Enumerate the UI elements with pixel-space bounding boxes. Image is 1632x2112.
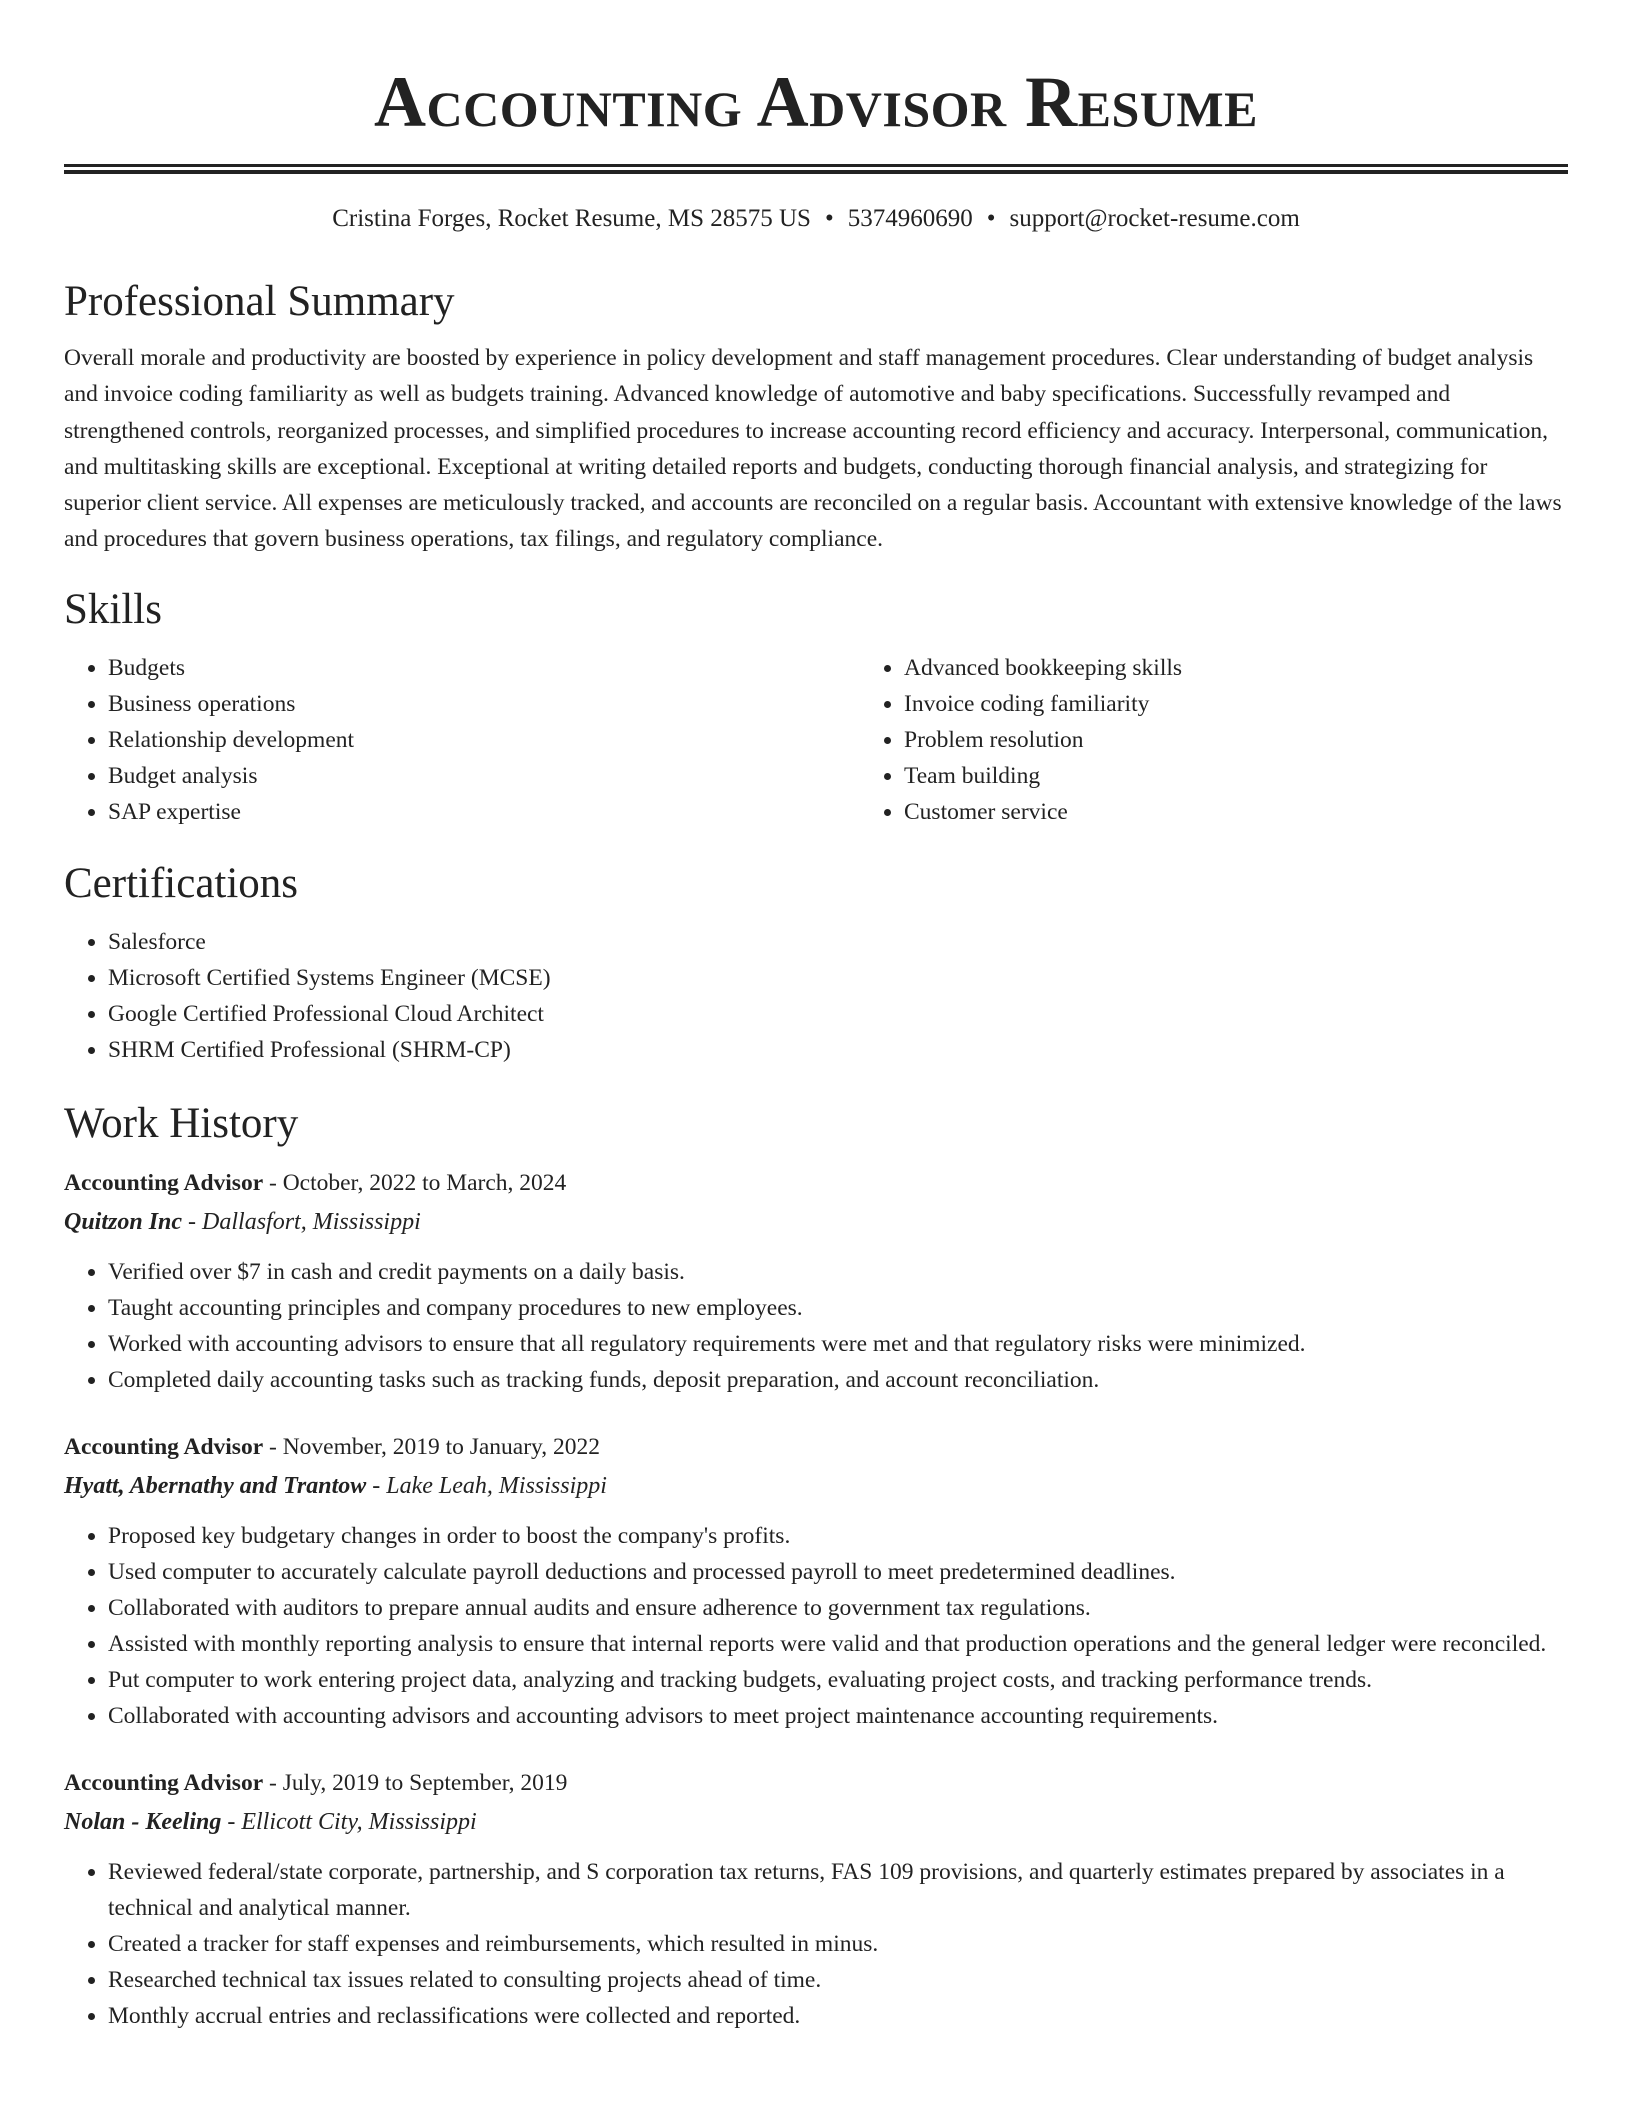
skills-list-right — [860, 650, 1632, 830]
job-bullet: • Researched technical tax issues related to consulting projects ahead of time. — [108, 1962, 1568, 1998]
skill-item: • Customer service — [904, 794, 1632, 830]
job-location: - Ellicott City, Mississippi — [221, 1808, 477, 1835]
job-bullets — [64, 1854, 1568, 2034]
contact-phone: 5374960690 — [847, 205, 973, 232]
job-bullet: • Created a tracker for staff expenses and reimbursements, which resulted in minus. — [108, 1926, 1568, 1962]
job-header — [64, 1164, 1568, 1202]
job-bullet: • Used computer to accurately calculate payroll deductions and processed payroll to meet predetermined deadlines. — [108, 1554, 1568, 1590]
title-divider — [64, 164, 1568, 174]
work-history-heading: Work History — [64, 1099, 299, 1147]
contact-separator: • — [986, 205, 996, 232]
job-entry — [64, 1164, 1568, 1398]
skill-item: • SAP expertise — [108, 794, 860, 830]
job-bullet: • Collaborated with accounting advisors and accounting advisors to meet project maintenance accounting requirements. — [108, 1698, 1568, 1734]
job-bullets — [64, 1254, 1568, 1398]
job-company-line — [64, 1802, 1568, 1842]
skill-item: • Invoice coding familiarity — [904, 686, 1632, 722]
job-bullet: • Assisted with monthly reporting analysis to ensure that internal reports were valid and that production operations and the general ledger were reconciled. — [108, 1626, 1568, 1662]
skill-item: • Advanced bookkeeping skills — [904, 650, 1632, 686]
job-company-line — [64, 1202, 1568, 1242]
job-dates: - July, 2019 to September, 2019 — [263, 1769, 568, 1796]
job-role: Accounting Advisor — [64, 1433, 264, 1460]
job-dates: - November, 2019 to January, 2022 — [263, 1433, 601, 1460]
contact-email: support@rocket-resume.com — [1009, 205, 1300, 232]
certifications-heading: Certifications — [64, 859, 299, 907]
job-location: - Dallasfort, Mississippi — [182, 1208, 421, 1235]
resume-page — [64, 0, 1568, 2034]
contact-line — [64, 202, 1568, 236]
job-role: Accounting Advisor — [64, 1769, 264, 1796]
certification-item: • Google Certified Professional Cloud Architect — [108, 996, 1568, 1032]
job-bullet: • Verified over $7 in cash and credit payments on a daily basis. — [108, 1254, 1568, 1290]
job-role: Accounting Advisor — [64, 1169, 264, 1196]
certification-item: • Salesforce — [108, 924, 1568, 960]
skills-heading: Skills — [64, 585, 162, 633]
job-company: Nolan - Keeling — [64, 1808, 222, 1835]
certifications-list — [64, 924, 1568, 1068]
job-company: Quitzon Inc — [64, 1208, 183, 1235]
job-location: - Lake Leah, Mississippi — [366, 1472, 607, 1499]
job-bullet: • Completed daily accounting tasks such as tracking funds, deposit preparation, and account reconciliation. — [108, 1362, 1568, 1398]
skills-list-left — [64, 650, 860, 830]
skill-item: • Business operations — [108, 686, 860, 722]
job-entry — [64, 1764, 1568, 2034]
certification-item: • SHRM Certified Professional (SHRM-CP) — [108, 1032, 1568, 1068]
skills-columns — [64, 650, 1568, 830]
summary-heading: Professional Summary — [64, 278, 455, 325]
page-title: Accounting Advisor Resume — [374, 62, 1258, 142]
skill-item: • Budgets — [108, 650, 860, 686]
summary-text: Overall morale and productivity are boosted by experience in policy development and staff management procedures. Clear understanding of budget analysis and invoice coding familiarity as well as budgets training. Advanced knowledge of automotive and baby specifications. Successfully revamped and strengthened controls, reorganized processes, and simplified procedures to increase accounting record efficiency and accuracy. Interpersonal, communication, and multitasking skills are exceptional. Exceptional at writing detailed reports and budgets, conducting thorough financial analysis, and strategizing for superior client service. All expenses are meticulously tracked, and accounts are reconciled on a regular basis. Accountant with extensive knowledge of the laws and procedures that govern business operations, tax filings, and regulatory compliance. — [64, 345, 1562, 553]
job-header — [64, 1764, 1568, 1802]
job-company: Hyatt, Abernathy and Trantow — [64, 1472, 367, 1499]
job-bullet: • Monthly accrual entries and reclassifications were collected and reported. — [108, 1998, 1568, 2034]
skill-item: • Team building — [904, 758, 1632, 794]
contact-separator: • — [824, 205, 834, 232]
job-bullet: • Put computer to work entering project data, analyzing and tracking budgets, evaluating project costs, and tracking performance trends. — [108, 1662, 1568, 1698]
skill-item: • Relationship development — [108, 722, 860, 758]
job-dates: - October, 2022 to March, 2024 — [263, 1169, 567, 1196]
skill-item: • Problem resolution — [904, 722, 1632, 758]
contact-address: Cristina Forges, Rocket Resume, MS 28575 US — [332, 205, 811, 232]
job-bullet: • Collaborated with auditors to prepare annual audits and ensure adherence to government tax regulations. — [108, 1590, 1568, 1626]
job-bullet: • Reviewed federal/state corporate, partnership, and S corporation tax returns, FAS 109 provisions, and quarterly estimates prepared by associates in a technical and analytical manner. — [108, 1854, 1568, 1926]
job-bullet: • Worked with accounting advisors to ensure that all regulatory requirements were met and that regulatory risks were minimized. — [108, 1326, 1568, 1362]
job-header — [64, 1428, 1568, 1466]
job-bullet: • Proposed key budgetary changes in order to boost the company's profits. — [108, 1518, 1568, 1554]
job-company-line — [64, 1466, 1568, 1506]
job-entry — [64, 1428, 1568, 1734]
job-bullets — [64, 1518, 1568, 1734]
job-bullet: • Taught accounting principles and company procedures to new employees. — [108, 1290, 1568, 1326]
skill-item: • Budget analysis — [108, 758, 860, 794]
certification-item: • Microsoft Certified Systems Engineer (MCSE) — [108, 960, 1568, 996]
